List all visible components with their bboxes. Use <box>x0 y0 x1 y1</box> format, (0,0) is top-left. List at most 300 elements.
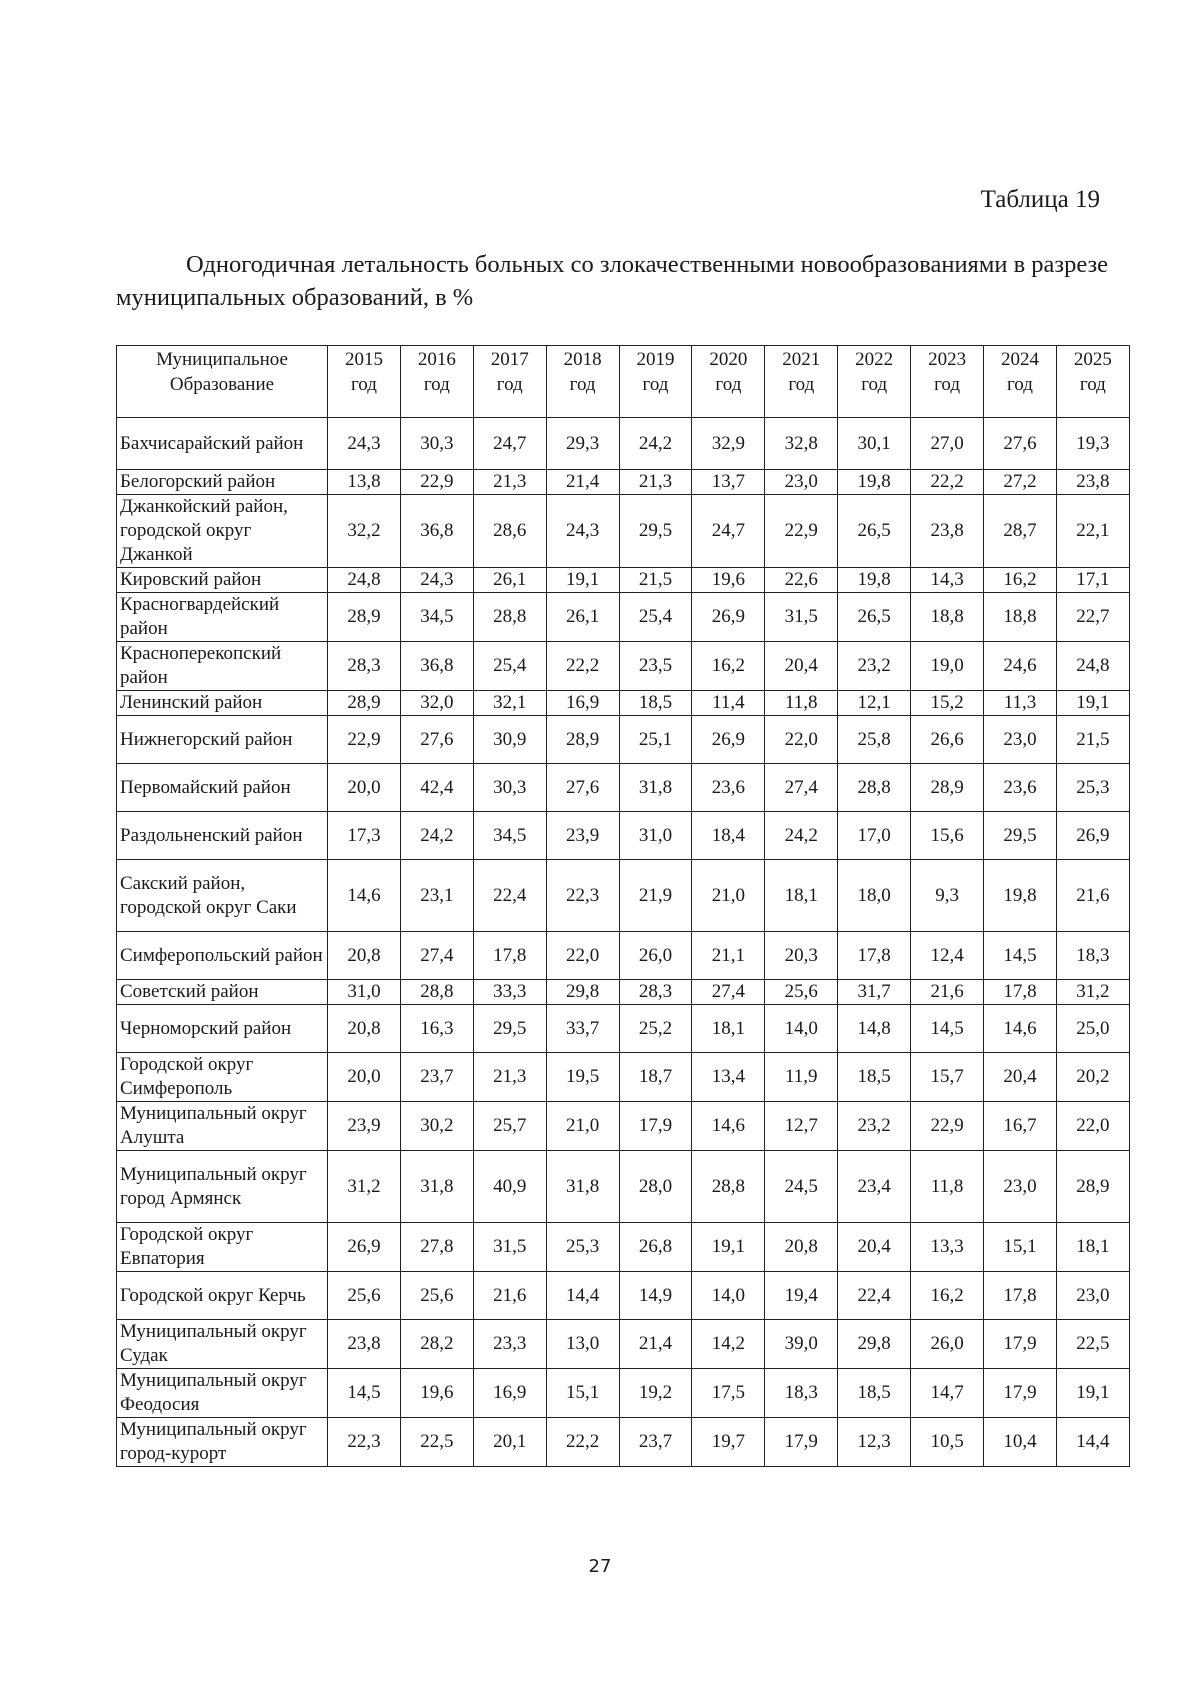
mortality-value: 27,2 <box>984 470 1057 495</box>
mortality-value: 22,3 <box>546 860 619 932</box>
mortality-value: 10,5 <box>911 1418 984 1467</box>
table-row <box>117 1151 1130 1223</box>
table-row <box>117 495 1130 568</box>
mortality-value: 22,9 <box>911 1102 984 1151</box>
mortality-value: 17,8 <box>473 932 546 980</box>
mortality-value: 25,8 <box>838 716 911 764</box>
mortality-value: 31,8 <box>619 764 692 812</box>
municipality-name: Городской округ Евпатория <box>117 1223 328 1272</box>
mortality-value: 17,5 <box>692 1369 765 1418</box>
header-year <box>692 346 765 418</box>
mortality-value: 26,5 <box>838 593 911 642</box>
mortality-value: 17,1 <box>1056 568 1129 593</box>
mortality-value: 30,2 <box>400 1102 473 1151</box>
mortality-value: 19,4 <box>765 1272 838 1320</box>
header-year-unit: год <box>715 374 742 395</box>
table-row <box>117 860 1130 932</box>
mortality-value: 22,0 <box>546 932 619 980</box>
mortality-value: 19,2 <box>619 1369 692 1418</box>
mortality-value: 26,9 <box>692 716 765 764</box>
mortality-value: 21,0 <box>546 1102 619 1151</box>
mortality-value: 11,9 <box>765 1053 838 1102</box>
mortality-value: 16,7 <box>984 1102 1057 1151</box>
mortality-value: 32,8 <box>765 418 838 470</box>
mortality-value: 30,9 <box>473 716 546 764</box>
mortality-value: 28,0 <box>619 1151 692 1223</box>
mortality-value: 19,6 <box>400 1369 473 1418</box>
mortality-value: 11,3 <box>984 691 1057 716</box>
municipality-name: Симферопольский район <box>117 932 328 980</box>
mortality-value: 27,4 <box>692 980 765 1005</box>
table-row <box>117 1053 1130 1102</box>
mortality-value: 25,4 <box>619 593 692 642</box>
table-row <box>117 812 1130 860</box>
mortality-value: 28,8 <box>692 1151 765 1223</box>
municipality-name: Ленинский район <box>117 691 328 716</box>
municipality-name: Кировский район <box>117 568 328 593</box>
mortality-value: 19,1 <box>1056 1369 1129 1418</box>
mortality-value: 21,5 <box>619 568 692 593</box>
mortality-value: 23,2 <box>838 1102 911 1151</box>
mortality-value: 14,7 <box>911 1369 984 1418</box>
header-year-number: 2023 <box>928 349 967 370</box>
mortality-value: 28,6 <box>473 495 546 568</box>
municipality-name: Первомайский район <box>117 764 328 812</box>
header-year-unit: год <box>1006 374 1033 395</box>
mortality-value: 20,3 <box>765 932 838 980</box>
mortality-value: 19,8 <box>838 568 911 593</box>
mortality-value: 32,9 <box>692 418 765 470</box>
header-municipality <box>117 346 328 418</box>
mortality-value: 31,0 <box>328 980 401 1005</box>
municipality-name: Черноморский район <box>117 1005 328 1053</box>
mortality-value: 28,9 <box>1056 1151 1129 1223</box>
table-row <box>117 980 1130 1005</box>
mortality-value: 17,3 <box>328 812 401 860</box>
mortality-value: 22,0 <box>1056 1102 1129 1151</box>
mortality-value: 28,9 <box>328 691 401 716</box>
mortality-value: 19,3 <box>1056 418 1129 470</box>
table-row <box>117 932 1130 980</box>
table-row <box>117 691 1130 716</box>
mortality-value: 15,7 <box>911 1053 984 1102</box>
mortality-value: 18,1 <box>1056 1223 1129 1272</box>
table-row <box>117 642 1130 691</box>
header-year <box>619 346 692 418</box>
table-row <box>117 716 1130 764</box>
mortality-value: 28,2 <box>400 1320 473 1369</box>
mortality-value: 32,1 <box>473 691 546 716</box>
mortality-value: 29,5 <box>473 1005 546 1053</box>
mortality-value: 21,6 <box>1056 860 1129 932</box>
mortality-value: 28,9 <box>546 716 619 764</box>
mortality-value: 26,0 <box>619 932 692 980</box>
mortality-value: 23,0 <box>765 470 838 495</box>
municipality-name: Нижнегорский район <box>117 716 328 764</box>
mortality-value: 28,3 <box>328 642 401 691</box>
header-year-number: 2018 <box>563 349 602 370</box>
table-row <box>117 418 1130 470</box>
mortality-value: 14,3 <box>911 568 984 593</box>
mortality-value: 14,5 <box>328 1369 401 1418</box>
mortality-value: 21,5 <box>1056 716 1129 764</box>
table-row <box>117 1223 1130 1272</box>
mortality-value: 25,1 <box>619 716 692 764</box>
mortality-value: 19,8 <box>984 860 1057 932</box>
mortality-value: 25,6 <box>765 980 838 1005</box>
mortality-value: 24,8 <box>1056 642 1129 691</box>
mortality-value: 22,2 <box>546 1418 619 1467</box>
mortality-value: 16,3 <box>400 1005 473 1053</box>
mortality-value: 12,7 <box>765 1102 838 1151</box>
mortality-value: 23,9 <box>328 1102 401 1151</box>
header-year <box>765 346 838 418</box>
header-year-number: 2024 <box>1000 349 1039 370</box>
mortality-value: 24,5 <box>765 1151 838 1223</box>
header-year <box>911 346 984 418</box>
mortality-value: 22,7 <box>1056 593 1129 642</box>
mortality-value: 18,1 <box>692 1005 765 1053</box>
mortality-value: 14,5 <box>984 932 1057 980</box>
mortality-value: 18,5 <box>619 691 692 716</box>
header-year-unit: год <box>423 374 450 395</box>
municipality-name: Городской округ Керчь <box>117 1272 328 1320</box>
mortality-value: 23,4 <box>838 1151 911 1223</box>
mortality-value: 12,1 <box>838 691 911 716</box>
mortality-value: 20,4 <box>838 1223 911 1272</box>
mortality-value: 26,5 <box>838 495 911 568</box>
mortality-value: 22,1 <box>1056 495 1129 568</box>
mortality-value: 29,5 <box>619 495 692 568</box>
mortality-value: 21,9 <box>619 860 692 932</box>
header-municipality-line: Образование <box>169 374 275 395</box>
mortality-value: 15,1 <box>546 1369 619 1418</box>
mortality-value: 24,7 <box>692 495 765 568</box>
mortality-value: 13,7 <box>692 470 765 495</box>
mortality-value: 40,9 <box>473 1151 546 1223</box>
table-number-label: Таблица 19 <box>980 186 1100 213</box>
mortality-value: 22,2 <box>546 642 619 691</box>
mortality-value: 16,2 <box>911 1272 984 1320</box>
mortality-value: 24,3 <box>328 418 401 470</box>
mortality-value: 32,2 <box>328 495 401 568</box>
mortality-value: 30,1 <box>838 418 911 470</box>
mortality-value: 22,6 <box>765 568 838 593</box>
mortality-value: 23,8 <box>911 495 984 568</box>
mortality-value: 17,0 <box>838 812 911 860</box>
mortality-value: 23,7 <box>400 1053 473 1102</box>
mortality-value: 14,0 <box>765 1005 838 1053</box>
mortality-value: 21,3 <box>473 470 546 495</box>
header-year-number: 2017 <box>490 349 529 370</box>
table-body <box>117 418 1130 1467</box>
mortality-value: 12,4 <box>911 932 984 980</box>
header-year-unit: год <box>788 374 815 395</box>
mortality-value: 23,3 <box>473 1320 546 1369</box>
mortality-value: 22,9 <box>400 470 473 495</box>
mortality-value: 20,8 <box>328 1005 401 1053</box>
municipality-name: Красногвардейский район <box>117 593 328 642</box>
table-row <box>117 1102 1130 1151</box>
table-row <box>117 1320 1130 1369</box>
mortality-value: 18,8 <box>911 593 984 642</box>
mortality-value: 18,7 <box>619 1053 692 1102</box>
mortality-value: 22,0 <box>765 716 838 764</box>
mortality-value: 17,9 <box>984 1320 1057 1369</box>
mortality-value: 13,0 <box>546 1320 619 1369</box>
mortality-value: 24,7 <box>473 418 546 470</box>
municipality-name: Муниципальный округ город-курорт <box>117 1418 328 1467</box>
mortality-value: 27,6 <box>984 418 1057 470</box>
mortality-value: 22,2 <box>911 470 984 495</box>
header-year-number: 2025 <box>1073 349 1112 370</box>
mortality-value: 20,4 <box>984 1053 1057 1102</box>
mortality-value: 26,6 <box>911 716 984 764</box>
mortality-value: 11,8 <box>911 1151 984 1223</box>
header-year <box>328 346 401 418</box>
mortality-value: 14,2 <box>692 1320 765 1369</box>
mortality-value: 29,3 <box>546 418 619 470</box>
mortality-value: 25,3 <box>1056 764 1129 812</box>
mortality-value: 19,7 <box>692 1418 765 1467</box>
header-year-unit: год <box>1079 374 1106 395</box>
mortality-value: 28,8 <box>473 593 546 642</box>
header-year <box>546 346 619 418</box>
mortality-value: 25,0 <box>1056 1005 1129 1053</box>
table-row <box>117 1272 1130 1320</box>
mortality-value: 21,6 <box>911 980 984 1005</box>
mortality-value: 16,2 <box>692 642 765 691</box>
mortality-value: 11,8 <box>765 691 838 716</box>
mortality-value: 18,1 <box>765 860 838 932</box>
municipality-name: Белогорский район <box>117 470 328 495</box>
header-year-unit: год <box>569 374 596 395</box>
mortality-value: 11,4 <box>692 691 765 716</box>
mortality-value: 17,9 <box>984 1369 1057 1418</box>
mortality-value: 26,0 <box>911 1320 984 1369</box>
table-row <box>117 470 1130 495</box>
mortality-value: 17,9 <box>619 1102 692 1151</box>
header-year-unit: год <box>350 374 377 395</box>
mortality-value: 16,9 <box>473 1369 546 1418</box>
municipality-name: Муниципальный округ Судак <box>117 1320 328 1369</box>
mortality-value: 30,3 <box>400 418 473 470</box>
mortality-value: 22,4 <box>838 1272 911 1320</box>
mortality-value: 27,4 <box>400 932 473 980</box>
mortality-table <box>116 345 1130 1467</box>
header-year-number: 2016 <box>417 349 456 370</box>
mortality-value: 22,9 <box>765 495 838 568</box>
mortality-value: 24,6 <box>984 642 1057 691</box>
mortality-value: 31,2 <box>1056 980 1129 1005</box>
mortality-value: 22,9 <box>328 716 401 764</box>
header-year <box>400 346 473 418</box>
mortality-value: 20,8 <box>328 932 401 980</box>
mortality-value: 36,8 <box>400 642 473 691</box>
mortality-value: 25,3 <box>546 1223 619 1272</box>
mortality-value: 14,6 <box>328 860 401 932</box>
municipality-name: Советский район <box>117 980 328 1005</box>
mortality-value: 39,0 <box>765 1320 838 1369</box>
mortality-value: 19,1 <box>692 1223 765 1272</box>
mortality-value: 22,5 <box>400 1418 473 1467</box>
mortality-value: 27,4 <box>765 764 838 812</box>
mortality-value: 23,6 <box>984 764 1057 812</box>
mortality-value: 26,9 <box>328 1223 401 1272</box>
mortality-value: 10,4 <box>984 1418 1057 1467</box>
mortality-value: 28,8 <box>838 764 911 812</box>
mortality-value: 23,7 <box>619 1418 692 1467</box>
table-row <box>117 568 1130 593</box>
municipality-name: Городской округ Симферополь <box>117 1053 328 1102</box>
mortality-value: 24,2 <box>619 418 692 470</box>
table-row <box>117 764 1130 812</box>
mortality-value: 23,2 <box>838 642 911 691</box>
mortality-value: 23,0 <box>1056 1272 1129 1320</box>
mortality-value: 20,1 <box>473 1418 546 1467</box>
mortality-value: 24,3 <box>546 495 619 568</box>
municipality-name: Бахчисарайский район <box>117 418 328 470</box>
mortality-value: 18,8 <box>984 593 1057 642</box>
mortality-value: 19,1 <box>546 568 619 593</box>
mortality-value: 24,2 <box>765 812 838 860</box>
mortality-value: 21,3 <box>619 470 692 495</box>
mortality-value: 27,8 <box>400 1223 473 1272</box>
mortality-value: 18,5 <box>838 1369 911 1418</box>
page-number: 27 <box>588 1556 612 1577</box>
mortality-value: 13,3 <box>911 1223 984 1272</box>
municipality-name: Красноперекопский район <box>117 642 328 691</box>
mortality-value: 17,8 <box>838 932 911 980</box>
mortality-value: 20,0 <box>328 1053 401 1102</box>
mortality-value: 24,2 <box>400 812 473 860</box>
mortality-value: 31,8 <box>400 1151 473 1223</box>
mortality-value: 14,4 <box>546 1272 619 1320</box>
mortality-value: 23,0 <box>984 716 1057 764</box>
municipality-name: Муниципальный округ Феодосия <box>117 1369 328 1418</box>
mortality-value: 23,6 <box>692 764 765 812</box>
table-row <box>117 1418 1130 1467</box>
municipality-name: Муниципальный округ город Армянск <box>117 1151 328 1223</box>
mortality-value: 26,1 <box>473 568 546 593</box>
mortality-value: 16,9 <box>546 691 619 716</box>
mortality-value: 12,3 <box>838 1418 911 1467</box>
mortality-value: 25,7 <box>473 1102 546 1151</box>
mortality-value: 16,2 <box>984 568 1057 593</box>
mortality-value: 28,3 <box>619 980 692 1005</box>
mortality-value: 19,0 <box>911 642 984 691</box>
mortality-value: 31,8 <box>546 1151 619 1223</box>
mortality-value: 26,9 <box>692 593 765 642</box>
mortality-value: 31,5 <box>765 593 838 642</box>
mortality-value: 19,6 <box>692 568 765 593</box>
mortality-value: 24,3 <box>400 568 473 593</box>
mortality-value: 21,4 <box>619 1320 692 1369</box>
mortality-value: 14,9 <box>619 1272 692 1320</box>
mortality-value: 17,8 <box>984 1272 1057 1320</box>
mortality-value: 23,8 <box>1056 470 1129 495</box>
mortality-value: 36,8 <box>400 495 473 568</box>
mortality-value: 33,3 <box>473 980 546 1005</box>
mortality-value: 18,3 <box>1056 932 1129 980</box>
header-year-number: 2022 <box>855 349 894 370</box>
mortality-value: 13,8 <box>328 470 401 495</box>
mortality-value: 33,7 <box>546 1005 619 1053</box>
mortality-value: 31,5 <box>473 1223 546 1272</box>
mortality-value: 22,3 <box>328 1418 401 1467</box>
table-row <box>117 1369 1130 1418</box>
mortality-value: 20,8 <box>765 1223 838 1272</box>
mortality-value: 21,0 <box>692 860 765 932</box>
mortality-value: 23,0 <box>984 1151 1057 1223</box>
municipality-name: Муниципальный округ Алушта <box>117 1102 328 1151</box>
header-row <box>117 346 1130 418</box>
header-year-unit: год <box>496 374 523 395</box>
mortality-value: 14,4 <box>1056 1418 1129 1467</box>
mortality-value: 15,2 <box>911 691 984 716</box>
mortality-value: 28,9 <box>911 764 984 812</box>
mortality-value: 17,8 <box>984 980 1057 1005</box>
mortality-value: 14,5 <box>911 1005 984 1053</box>
mortality-value: 18,0 <box>838 860 911 932</box>
mortality-value: 26,9 <box>1056 812 1129 860</box>
mortality-value: 22,4 <box>473 860 546 932</box>
mortality-value: 20,0 <box>328 764 401 812</box>
mortality-value: 21,3 <box>473 1053 546 1102</box>
header-year-number: 2019 <box>636 349 675 370</box>
mortality-value: 27,6 <box>546 764 619 812</box>
mortality-value: 26,8 <box>619 1223 692 1272</box>
mortality-value: 30,3 <box>473 764 546 812</box>
header-year-unit: год <box>861 374 888 395</box>
mortality-value: 34,5 <box>400 593 473 642</box>
mortality-value: 32,0 <box>400 691 473 716</box>
mortality-value: 24,8 <box>328 568 401 593</box>
mortality-value: 23,9 <box>546 812 619 860</box>
mortality-value: 27,6 <box>400 716 473 764</box>
municipality-name: Сакский район, городской округ Саки <box>117 860 328 932</box>
mortality-value: 18,3 <box>765 1369 838 1418</box>
mortality-value: 18,4 <box>692 812 765 860</box>
header-year <box>473 346 546 418</box>
header-year-unit: год <box>642 374 669 395</box>
mortality-value: 13,4 <box>692 1053 765 1102</box>
header-year-number: 2015 <box>344 349 383 370</box>
mortality-value: 21,4 <box>546 470 619 495</box>
mortality-value: 25,4 <box>473 642 546 691</box>
mortality-value: 19,5 <box>546 1053 619 1102</box>
mortality-value: 14,6 <box>692 1102 765 1151</box>
mortality-value: 21,6 <box>473 1272 546 1320</box>
mortality-value: 19,1 <box>1056 691 1129 716</box>
mortality-value: 23,5 <box>619 642 692 691</box>
mortality-value: 31,7 <box>838 980 911 1005</box>
header-year-unit: год <box>934 374 961 395</box>
mortality-value: 42,4 <box>400 764 473 812</box>
mortality-value: 34,5 <box>473 812 546 860</box>
table-row <box>117 593 1130 642</box>
municipality-name: Джанкойский район, городской округ Джанкой <box>117 495 328 568</box>
header-year <box>838 346 911 418</box>
mortality-value: 25,2 <box>619 1005 692 1053</box>
mortality-value: 20,2 <box>1056 1053 1129 1102</box>
mortality-value: 20,4 <box>765 642 838 691</box>
table-caption: Одногодичная летальность больных со злокачественными новообразованиями в разрезе муниципальных образований, в % <box>116 251 1109 311</box>
mortality-value: 31,0 <box>619 812 692 860</box>
header-year-number: 2020 <box>709 349 748 370</box>
mortality-value: 14,8 <box>838 1005 911 1053</box>
mortality-value: 17,9 <box>765 1418 838 1467</box>
